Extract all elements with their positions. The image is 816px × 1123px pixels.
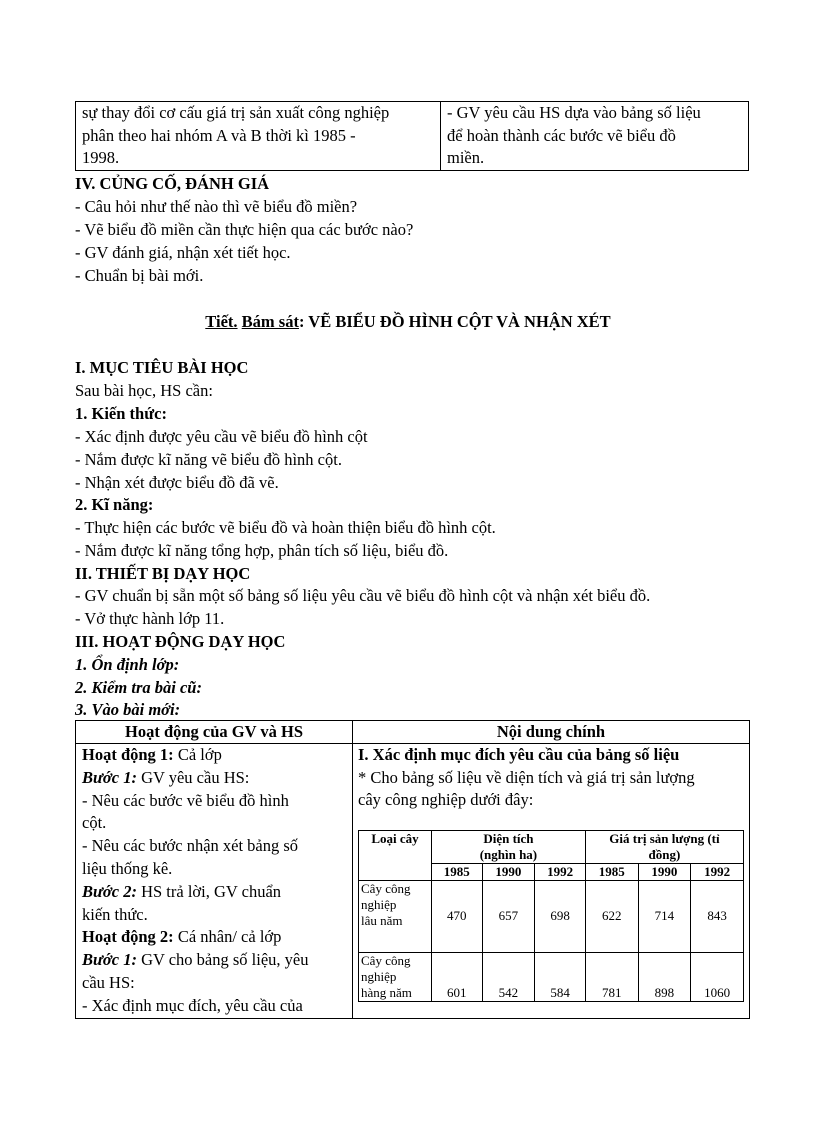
activity-step: 3. Vào bài mới: [75, 700, 181, 719]
value-cell: 698 [535, 880, 586, 952]
activities-cell [76, 744, 353, 1019]
equipment-item: - Vở thực hành lớp 11. [75, 609, 225, 628]
value-cell: 898 [638, 952, 691, 1001]
lesson-title-part3: : VẼ BIỂU ĐỒ HÌNH CỘT VÀ NHẬN XÉT [298, 312, 611, 331]
header-crop-type: Loại cây [359, 830, 432, 880]
text-line: cột. [82, 813, 107, 833]
skills-item: - Nắm được kĩ năng tổng hợp, phân tích số liệu, biểu đồ. [75, 541, 449, 560]
value-cell: 622 [585, 880, 638, 952]
activity-1-step-1: Bước 1: GV yêu cầu HS: [82, 767, 250, 787]
lesson-plan-table [75, 720, 750, 1019]
year-cell: 1992 [691, 863, 744, 880]
continuation-table [75, 101, 749, 171]
equipment-heading: II. THIẾT BỊ DẠY HỌC [75, 564, 251, 583]
year-cell: 1992 [535, 863, 586, 880]
skills-item: - Thực hiện các bước vẽ biểu đồ và hoàn thiện biểu đồ hình cột. [75, 518, 496, 537]
skills-heading: 2. Kĩ năng: [75, 495, 154, 514]
text-line: - Nêu các bước nhận xét bảng số [82, 836, 299, 856]
content-intro: cây công nghiệp dưới đây: [358, 790, 534, 809]
header-area: Diện tích (nghìn ha) [431, 830, 585, 863]
header-value: Giá trị sản lượng (tỉ đồng) [585, 830, 743, 863]
text-line: phân theo hai nhóm A và B thời kì 1985 - [82, 125, 356, 145]
text-line: - Nêu các bước vẽ biểu đồ hình [82, 790, 289, 810]
knowledge-item: - Xác định được yêu cầu vẽ biểu đồ hình cột [75, 427, 368, 446]
crop-name-cell: Cây công nghiệp hàng năm [359, 952, 432, 1001]
text-line: - Xác định mục đích, yêu cầu của [82, 995, 303, 1015]
continuation-left-cell [76, 102, 441, 171]
consolidation-heading: IV. CỦNG CỐ, ĐÁNH GIÁ [75, 174, 270, 193]
knowledge-heading: 1. Kiến thức: [75, 404, 167, 423]
content-cell [353, 744, 750, 1019]
text-line: sự thay đổi cơ cấu giá trị sản xuất công nghiệp [82, 103, 390, 122]
continuation-right-cell [441, 102, 749, 171]
year-cell: 1990 [638, 863, 691, 880]
text-line: - GV yêu cầu HS dựa vào bảng số liệu [447, 103, 701, 122]
activity-1: Hoạt động 1: Cả lớp [82, 745, 222, 764]
activity-1-step-2: Bước 2: HS trả lời, GV chuẩn [82, 881, 282, 901]
year-cell: 1990 [482, 863, 535, 880]
value-cell: 470 [431, 880, 482, 952]
table-row [359, 952, 744, 1001]
content-heading: I. Xác định mục đích yêu cầu của bảng số liệu [358, 745, 680, 764]
consolidation-item: - Chuẩn bị bài mới. [75, 266, 204, 285]
value-cell: 542 [482, 952, 535, 1001]
year-cell: 1985 [585, 863, 638, 880]
text-line: kiến thức. [82, 904, 148, 924]
value-cell: 584 [535, 952, 586, 1001]
consolidation-item: - Câu hỏi như thế nào thì vẽ biểu đồ miền? [75, 197, 358, 216]
lesson-title-part1: Tiết. [205, 312, 238, 331]
text-line: để hoàn thành các bước vẽ biểu đồ [447, 125, 676, 145]
consolidation-item: - GV đánh giá, nhận xét tiết học. [75, 243, 291, 262]
value-cell: 714 [638, 880, 691, 952]
text-line: cầu HS: [82, 972, 135, 992]
activities-heading: III. HOẠT ĐỘNG DẠY HỌC [75, 632, 286, 651]
value-cell: 601 [431, 952, 482, 1001]
column-header-activities: Hoạt động của GV và HS [76, 721, 353, 744]
text-line: miền. [447, 148, 485, 167]
activity-step: 2. Kiểm tra bài cũ: [75, 678, 202, 697]
table-row [359, 880, 744, 952]
value-cell: 843 [691, 880, 744, 952]
crop-data-table [358, 830, 744, 1002]
activity-2-step-1: Bước 1: GV cho bảng số liệu, yêu [82, 950, 309, 970]
knowledge-item: - Nhận xét được biểu đồ đã vẽ. [75, 473, 279, 492]
lesson-title-part2: Bám sát [241, 312, 299, 331]
column-header-content: Nội dung chính [353, 721, 750, 744]
knowledge-item: - Nắm được kĩ năng vẽ biểu đồ hình cột. [75, 450, 342, 469]
content-intro: * Cho bảng số liệu về diện tích và giá trị sản lượng [358, 767, 695, 787]
value-cell: 781 [585, 952, 638, 1001]
objectives-intro: Sau bài học, HS cần: [75, 381, 213, 400]
activity-2: Hoạt động 2: Cá nhân/ cả lớp [82, 927, 282, 947]
text-line: 1998. [82, 148, 120, 167]
objectives-heading: I. MỤC TIÊU BÀI HỌC [75, 358, 249, 377]
year-cell: 1985 [431, 863, 482, 880]
lesson-title [0, 311, 816, 334]
crop-name-cell: Cây công nghiệp lâu năm [359, 880, 432, 952]
value-cell: 1060 [691, 952, 744, 1001]
text-line: liệu thống kê. [82, 858, 173, 878]
activity-step: 1. Ổn định lớp: [75, 655, 180, 674]
value-cell: 657 [482, 880, 535, 952]
consolidation-item: - Vẽ biểu đồ miền cần thực hiện qua các bước nào? [75, 220, 414, 239]
equipment-item: - GV chuẩn bị sẵn một số bảng số liệu yêu cầu vẽ biểu đồ hình cột và nhận xét biểu đồ. [75, 586, 651, 605]
